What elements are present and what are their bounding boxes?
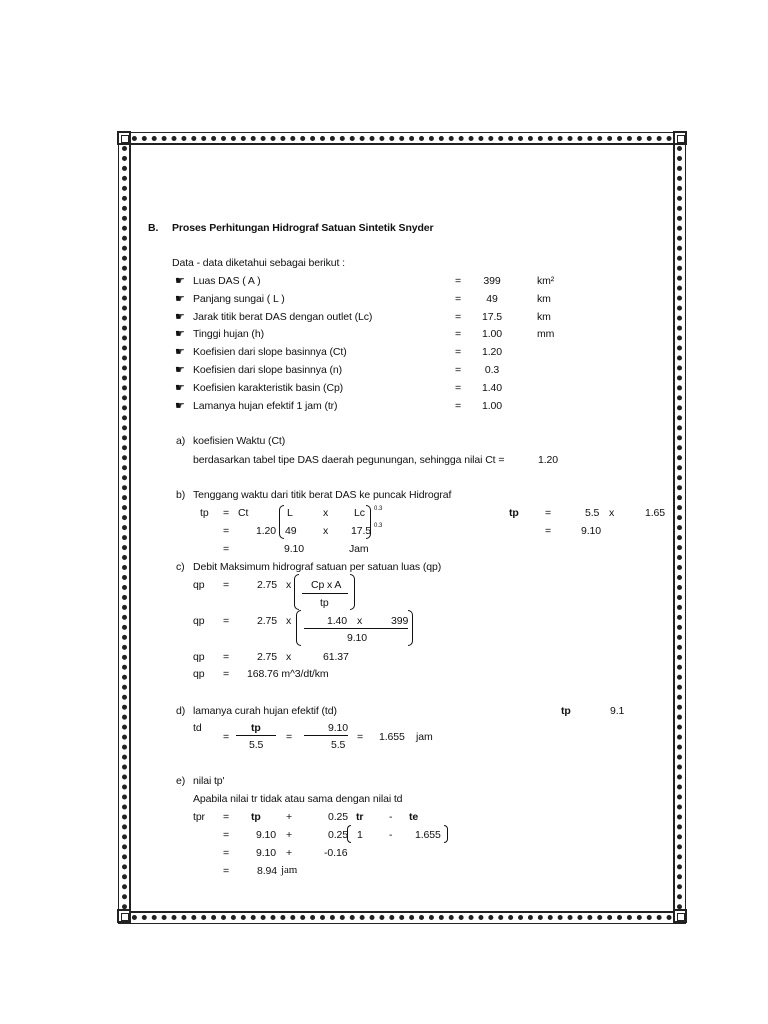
td-unit: jam [416,731,433,743]
td-fraction-line-2 [304,735,348,736]
qp-x-3: x [286,651,292,663]
tp-side-result: 9.10 [581,525,602,537]
tp-l-value: 49 [285,525,297,537]
tpr-bracket-left [347,825,351,843]
qp-k-1: 2.75 [257,579,278,591]
qp-bracket-right-1 [350,574,355,610]
given-intro: Data - data diketahui sebagai berikut : [172,257,345,269]
pointing-hand-icon: ☛ [175,311,185,323]
qp-numerator-a: 399 [391,615,409,627]
tp-ct-symbol: Ct [238,507,249,519]
qp-var-1: qp [193,579,205,591]
qp-x-2: x [286,615,292,627]
tp-x-1: x [323,507,329,519]
given-item-label: Panjang sungai ( L ) [193,293,285,305]
tp-unit: Jam [349,543,369,555]
given-item-label: Lamanya hujan efektif 1 jam (tr) [193,400,338,412]
given-item-unit: km [537,293,551,305]
given-item-value: 399 [483,275,501,287]
given-item-unit: mm [537,328,555,340]
pointing-hand-icon: ☛ [175,328,185,340]
given-item-label: Koefisien karakteristik basin (Cp) [193,382,344,394]
qp-k-3: 2.75 [257,651,278,663]
sec-c-title: Debit Maksimum hidrograf satuan per satuan luas (qp) [193,561,442,573]
td-side-value: 9.1 [610,705,625,717]
tp-result: 9.10 [284,543,305,555]
tp-x-2: x [323,525,329,537]
tpr-minus-2: - [389,829,393,841]
qp-eq-2: = [223,615,230,627]
qp-eq-1: = [223,579,230,591]
tpr-eq-1: = [223,811,230,823]
given-item-value: 17.5 [481,311,503,323]
tp-side-b: 1.65 [645,507,666,519]
given-item-eq: = [455,293,462,305]
given-item-eq: = [455,382,462,394]
td-numerator-1: tp [251,722,261,734]
tp-ct-value: 1.20 [256,525,277,537]
tp-exponent-1: 0.3 [374,506,383,512]
sec-a-text: berdasarkan tabel tipe DAS daerah pegunungan, sehingga nilai Ct = [193,454,505,466]
sec-e-title: nilai tp' [193,775,225,787]
sec-b-title: Tenggang waktu dari titik berat DAS ke puncak Hidrograf [193,489,452,501]
td-numerator-2: 9.10 [328,722,349,734]
qp-var-2: qp [193,615,205,627]
given-item-label: Jarak titik berat DAS dengan outlet (Lc) [193,311,373,323]
corner-ornament-bottom-left [117,909,131,923]
qp-eq-3: = [223,651,230,663]
given-item-eq: = [455,400,462,412]
tp-side-eq-1: = [545,507,552,519]
tp-lc-value: 17.5 [351,525,372,537]
given-item-eq: = [455,311,462,323]
corner-ornament-top-right [673,131,687,145]
pointing-hand-icon: ☛ [175,346,185,358]
tp-bracket-left [279,505,284,539]
given-item-value: 1.00 [481,400,503,412]
qp-k-2: 2.75 [257,615,278,627]
qp-eq-4: = [223,668,230,680]
qp-bracket-left-2 [296,610,301,646]
tpr-plus-1: + [286,811,293,823]
given-item-value: 1.20 [481,346,503,358]
tpr-bracket-right [444,825,448,843]
given-item-label: Koefisien dari slope basinnya (Ct) [193,346,347,358]
pointing-hand-icon: ☛ [175,364,185,376]
tpr-tp-symbol: tp [251,811,261,823]
tpr-minus-1: - [389,811,393,823]
tp-side-var: tp [509,507,519,519]
qp-x-1: x [286,579,292,591]
given-item-unit: km [537,311,551,323]
qp-numerator-cp: 1.40 [327,615,348,627]
tpr-tp-value: 9.10 [256,829,277,841]
tp-eq-1: = [223,507,230,519]
tpr-var: tpr [193,811,205,823]
qp-bracket-right-2 [408,610,413,646]
tp-var: tp [200,507,209,519]
tp-eq-2: = [223,525,230,537]
pointing-hand-icon: ☛ [175,400,185,412]
given-item-value: 1.40 [481,382,503,394]
td-result: 1.655 [379,731,405,743]
sec-a-title: koefisien Waktu (Ct) [193,435,286,447]
tp-eq-3: = [223,543,230,555]
tpr-result: 8.94 [257,865,278,877]
td-eq-2: = [286,731,293,743]
pointing-hand-icon: ☛ [175,382,185,394]
tpr-te-value: 1.655 [415,829,441,841]
given-item-label: Tinggi hujan (h) [193,328,264,340]
given-item-eq: = [455,328,462,340]
sec-b-label: b) [176,489,186,501]
tp-side-eq-2: = [545,525,552,537]
qp-result: 168.76 m^3/dt/km [247,668,329,680]
qp-fraction-line-2 [304,628,408,629]
given-item-unit: km² [537,275,555,287]
tpr-k-2: 0.25 [328,829,349,841]
qp-var-3: qp [193,651,205,663]
pointing-hand-icon: ☛ [175,293,185,305]
tpr-eq-2: = [223,829,230,841]
tp-side-x: x [609,507,615,519]
td-denominator-2: 5.5 [331,739,346,751]
given-item-label: Luas DAS ( A ) [193,275,261,287]
tpr-tr-symbol: tr [356,811,364,823]
qp-var-4: qp [193,668,205,680]
td-eq-1: = [223,731,230,743]
given-item-eq: = [455,346,462,358]
pointing-hand-icon: ☛ [175,275,185,287]
given-item-value: 1.00 [481,328,503,340]
tpr-plus-2: + [286,829,293,841]
section-letter: B. [148,222,159,234]
given-item-eq: = [455,275,462,287]
sec-a-label: a) [176,435,186,447]
qp-bracket-left-1 [294,574,299,610]
td-eq-3: = [357,731,364,743]
qp-fraction-line-1 [302,593,348,594]
sec-c-label: c) [176,561,185,573]
sec-a-value: 1.20 [538,454,559,466]
given-item-eq: = [455,364,462,376]
qp-denominator-1: tp [320,597,329,609]
given-item-label: Koefisien dari slope basinnya (n) [193,364,343,376]
tpr-plus-3: + [286,847,293,859]
tp-l-symbol: L [287,507,293,519]
given-item-value: 0.3 [484,364,500,376]
tpr-te-symbol: te [409,811,419,823]
section-title: Proses Perhitungan Hidrograf Satuan Sintetik Snyder [172,222,434,234]
tpr-tp-value-2: 9.10 [256,847,277,859]
qp-numerator-x: x [357,615,363,627]
qp-fraction-value: 61.37 [323,651,349,663]
tp-side-a: 5.5 [585,507,600,519]
td-side-var: tp [561,705,571,717]
tpr-eq-4: = [223,865,230,877]
sec-d-label: d) [176,705,186,717]
tpr-tr-value: 1 [357,829,363,841]
tpr-unit: jam [281,864,298,876]
tpr-correction: -0.16 [324,847,348,859]
sec-d-title: lamanya curah hujan efektif (td) [193,705,337,717]
td-denominator-1: 5.5 [249,739,264,751]
qp-denominator-2: 9.10 [347,632,368,644]
tp-exponent-2: 0.3 [374,523,383,529]
corner-ornament-top-left [117,131,131,145]
corner-ornament-bottom-right [673,909,687,923]
tp-lc-symbol: Lc [354,507,365,519]
sec-e-label: e) [176,775,186,787]
td-fraction-line-1 [236,735,276,736]
tpr-k-1: 0.25 [328,811,349,823]
td-var: td [193,722,202,734]
tpr-eq-3: = [223,847,230,859]
qp-numerator-1: Cp x A [311,579,342,591]
given-item-value: 49 [486,293,498,305]
sec-e-condition: Apabila nilai tr tidak atau sama dengan nilai td [193,793,403,805]
